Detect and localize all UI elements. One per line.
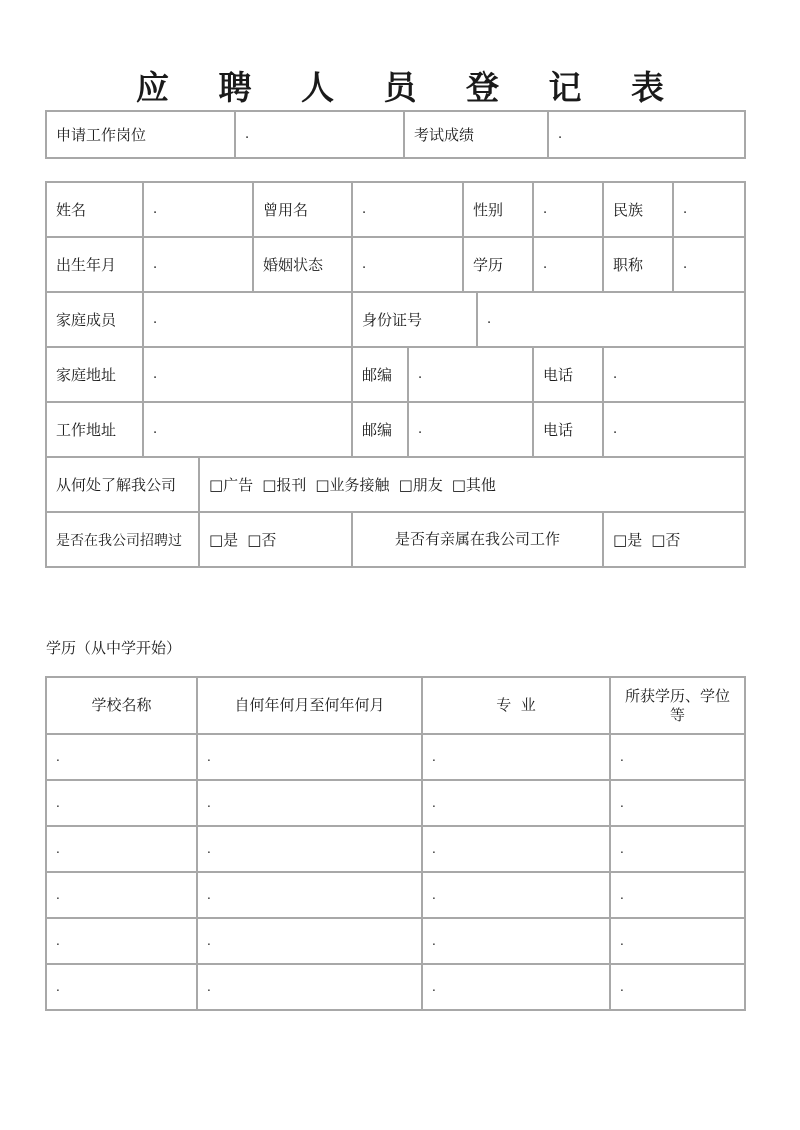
- id-label: 身份证号: [352, 292, 477, 347]
- degree-cell[interactable]: .: [610, 780, 745, 826]
- id-field[interactable]: .: [477, 292, 745, 347]
- home-zip-field[interactable]: .: [408, 347, 533, 402]
- personal-row-4: [46, 347, 745, 402]
- personal-info-table: [45, 181, 746, 568]
- school-name-cell[interactable]: .: [46, 780, 197, 826]
- position-table: [45, 110, 746, 159]
- source-label: 从何处了解我公司: [46, 457, 199, 512]
- job-title-label: 职称: [603, 237, 673, 292]
- home-zip-label: 邮编: [352, 347, 408, 402]
- birth-field[interactable]: .: [143, 237, 253, 292]
- page-title: 应 聘 人 员 登 记 表: [136, 68, 683, 107]
- degree-cell[interactable]: .: [610, 964, 745, 1010]
- major-cell[interactable]: .: [422, 918, 610, 964]
- score-label: 考试成绩: [404, 111, 548, 158]
- degree-cell[interactable]: .: [610, 918, 745, 964]
- degree-cell[interactable]: .: [610, 734, 745, 780]
- education-table: [45, 676, 746, 1011]
- major-header: 专 业: [422, 677, 610, 734]
- relatives-label: 是否有亲属在我公司工作: [352, 512, 603, 567]
- degree-header: 所获学历、学位等: [610, 677, 745, 734]
- table-row: [46, 872, 745, 918]
- period-cell[interactable]: .: [197, 826, 422, 872]
- name-label: 姓名: [46, 182, 143, 237]
- period-header: 自何年何月至何年何月: [197, 677, 422, 734]
- work-address-field[interactable]: .: [143, 402, 352, 457]
- birth-label: 出生年月: [46, 237, 143, 292]
- source-option-ad[interactable]: □广告: [209, 476, 254, 494]
- source-option-newspaper[interactable]: □报刊: [262, 476, 307, 494]
- school-name-cell[interactable]: .: [46, 964, 197, 1010]
- table-row: [46, 918, 745, 964]
- ethnicity-field[interactable]: .: [673, 182, 745, 237]
- position-row: [46, 111, 745, 158]
- table-row: [46, 734, 745, 780]
- ethnicity-label: 民族: [603, 182, 673, 237]
- school-name-cell[interactable]: .: [46, 918, 197, 964]
- major-cell[interactable]: .: [422, 964, 610, 1010]
- home-phone-label: 电话: [533, 347, 603, 402]
- major-cell[interactable]: .: [422, 734, 610, 780]
- gender-label: 性别: [463, 182, 533, 237]
- score-field[interactable]: .: [548, 111, 745, 158]
- major-cell[interactable]: .: [422, 826, 610, 872]
- name-field[interactable]: .: [143, 182, 253, 237]
- school-name-cell[interactable]: .: [46, 872, 197, 918]
- table-row: [46, 780, 745, 826]
- source-option-other[interactable]: □其他: [451, 476, 496, 494]
- gender-field[interactable]: .: [533, 182, 603, 237]
- school-name-header: 学校名称: [46, 677, 197, 734]
- table-row: [46, 964, 745, 1010]
- job-title-field[interactable]: .: [673, 237, 745, 292]
- source-options: [199, 457, 745, 512]
- personal-row-3: [46, 292, 745, 347]
- home-address-label: 家庭地址: [46, 347, 143, 402]
- applied-options: [199, 512, 352, 567]
- period-cell[interactable]: .: [197, 918, 422, 964]
- relatives-yes-checkbox[interactable]: □是: [613, 531, 643, 549]
- personal-row-2: [46, 237, 745, 292]
- position-label: 申请工作岗位: [46, 111, 235, 158]
- table-row: [46, 826, 745, 872]
- family-field[interactable]: .: [143, 292, 352, 347]
- applied-yes-checkbox[interactable]: □是: [209, 531, 239, 549]
- work-address-label: 工作地址: [46, 402, 143, 457]
- history-row: [46, 512, 745, 567]
- personal-row-5: [46, 402, 745, 457]
- family-label: 家庭成员: [46, 292, 143, 347]
- relatives-options: [603, 512, 745, 567]
- period-cell[interactable]: .: [197, 734, 422, 780]
- major-cell[interactable]: .: [422, 780, 610, 826]
- home-address-field[interactable]: .: [143, 347, 352, 402]
- applied-no-checkbox[interactable]: □否: [247, 531, 277, 549]
- marital-label: 婚姻状态: [253, 237, 352, 292]
- education-field[interactable]: .: [533, 237, 603, 292]
- work-zip-field[interactable]: .: [408, 402, 533, 457]
- education-section-label: 学历（从中学开始）: [46, 639, 182, 657]
- relatives-no-checkbox[interactable]: □否: [651, 531, 681, 549]
- personal-row-1: [46, 182, 745, 237]
- marital-field[interactable]: .: [352, 237, 463, 292]
- period-cell[interactable]: .: [197, 964, 422, 1010]
- source-row: [46, 457, 745, 512]
- former-name-label: 曾用名: [253, 182, 352, 237]
- source-option-friend[interactable]: □朋友: [398, 476, 443, 494]
- work-phone-field[interactable]: .: [603, 402, 745, 457]
- former-name-field[interactable]: .: [352, 182, 463, 237]
- degree-cell[interactable]: .: [610, 826, 745, 872]
- major-cell[interactable]: .: [422, 872, 610, 918]
- position-field[interactable]: .: [235, 111, 404, 158]
- school-name-cell[interactable]: .: [46, 734, 197, 780]
- work-zip-label: 邮编: [352, 402, 408, 457]
- source-option-business[interactable]: □业务接触: [315, 476, 390, 494]
- education-label: 学历: [463, 237, 533, 292]
- applied-label: 是否在我公司招聘过: [46, 512, 199, 567]
- period-cell[interactable]: .: [197, 872, 422, 918]
- period-cell[interactable]: .: [197, 780, 422, 826]
- school-name-cell[interactable]: .: [46, 826, 197, 872]
- home-phone-field[interactable]: .: [603, 347, 745, 402]
- education-header-row: [46, 677, 745, 734]
- degree-cell[interactable]: .: [610, 872, 745, 918]
- work-phone-label: 电话: [533, 402, 603, 457]
